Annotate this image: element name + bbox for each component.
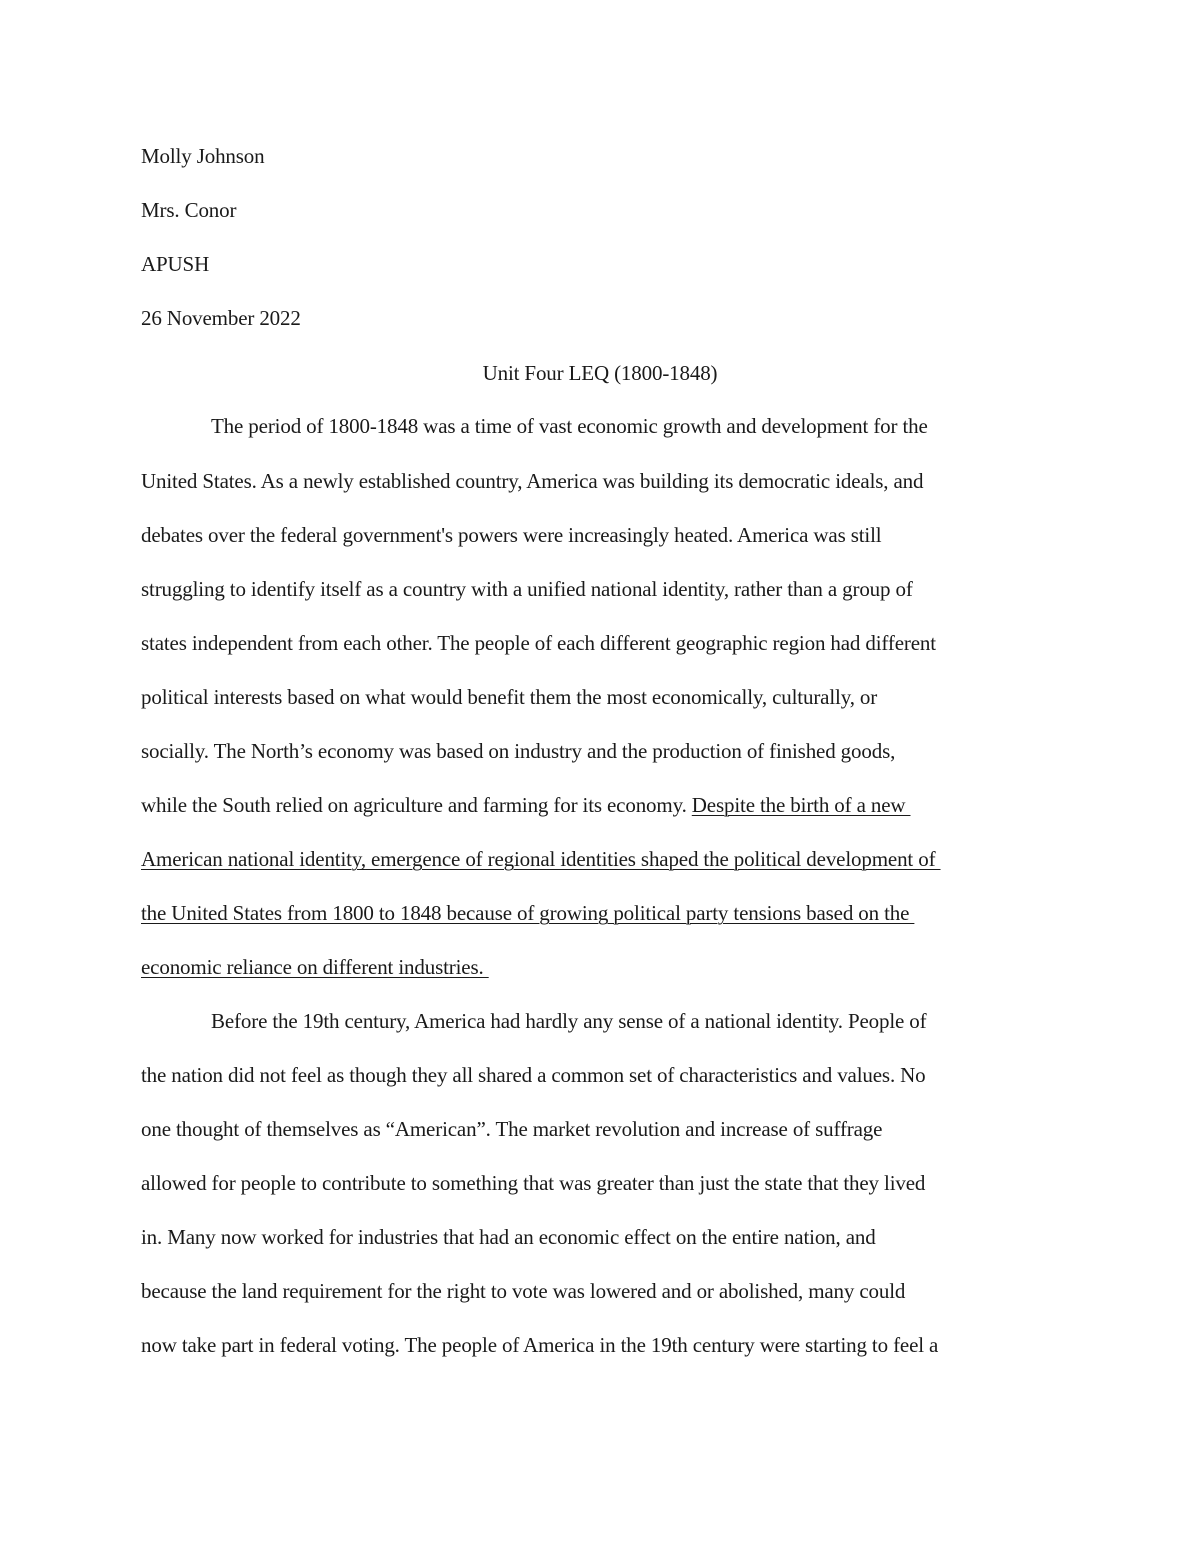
paragraph-line — [141, 846, 1061, 872]
teacher-name: Mrs. Conor — [141, 198, 237, 222]
essay-date: 26 November 2022 — [141, 306, 301, 330]
paragraph-line: states independent from each other. The people of each different geographic region had different — [141, 631, 936, 655]
paragraph-line — [141, 900, 1061, 926]
paragraph-line-text: while the South relied on agriculture and farming for its economy. — [141, 793, 692, 817]
paragraph-line — [141, 792, 1061, 818]
student-name: Molly Johnson — [141, 144, 265, 168]
thesis-underlined-text: the United States from 1800 to 1848 because of growing political party tensions based on the — [141, 901, 915, 925]
paragraph-line: struggling to identify itself as a country with a unified national identity, rather than a group of — [141, 577, 913, 601]
paragraph-line: debates over the federal government's powers were increasingly heated. America was still — [141, 523, 882, 547]
paragraph-line — [141, 954, 1061, 980]
thesis-underlined-text: American national identity, emergence of regional identities shaped the political development of — [141, 847, 941, 871]
paragraph-line: United States. As a newly established country, America was building its democratic ideals, and — [141, 469, 924, 493]
paragraph-line: in. Many now worked for industries that had an economic effect on the entire nation, and — [141, 1225, 876, 1249]
paragraph-line: socially. The North’s economy was based on industry and the production of finished goods, — [141, 739, 896, 763]
paragraph-line: now take part in federal voting. The people of America in the 19th century were starting to feel a — [141, 1333, 939, 1357]
thesis-underlined-text: economic reliance on different industries. — [141, 955, 489, 979]
paragraph-line: the nation did not feel as though they all shared a common set of characteristics and values. No — [141, 1063, 926, 1087]
paragraph-line: Before the 19th century, America had hardly any sense of a national identity. People of — [211, 1009, 927, 1033]
course-name: APUSH — [141, 252, 210, 276]
paragraph-line: because the land requirement for the right to vote was lowered and or abolished, many could — [141, 1279, 906, 1303]
paragraph-line: allowed for people to contribute to something that was greater than just the state that they lived — [141, 1171, 926, 1195]
paragraph-line: The period of 1800-1848 was a time of vast economic growth and development for the — [211, 414, 928, 438]
paragraph-line: one thought of themselves as “American”. The market revolution and increase of suffrage — [141, 1117, 883, 1141]
essay-title: Unit Four LEQ (1800-1848) — [482, 361, 718, 385]
paragraph-line: political interests based on what would benefit them the most economically, culturally, or — [141, 685, 878, 709]
thesis-underlined-text: Despite the birth of a new — [691, 793, 911, 817]
